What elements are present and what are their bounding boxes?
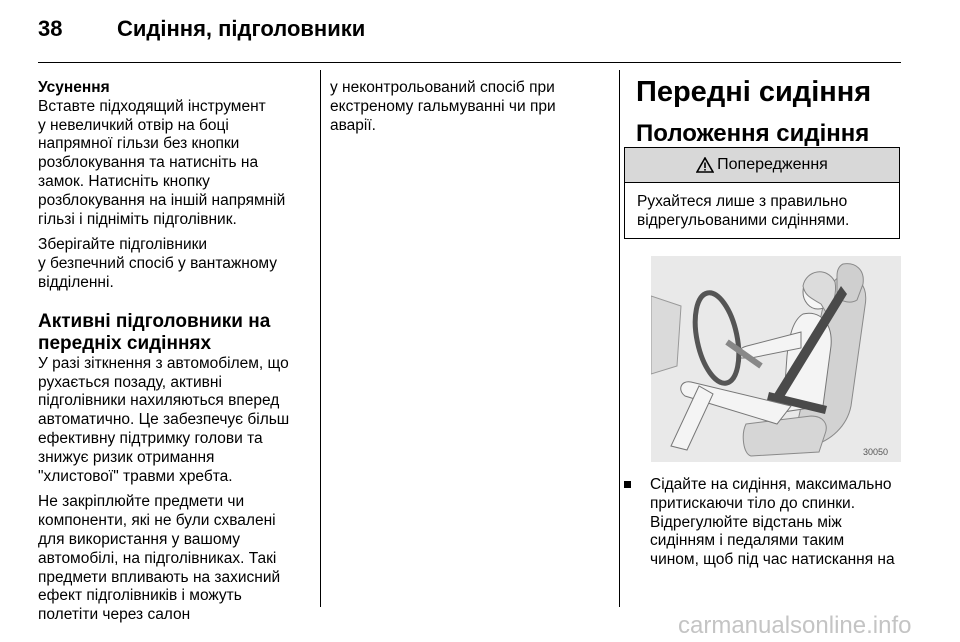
- text-line: рухається позаду, активні: [38, 373, 222, 391]
- text-line: автомобілі, на підголівниках. Такі: [38, 549, 277, 567]
- removal-heading: Усунення: [38, 79, 110, 96]
- text-line: Не закріплюйте предмети чи: [38, 493, 245, 511]
- square-bullet-icon: [624, 481, 631, 488]
- text-line: знижує ризик отримання: [38, 448, 215, 466]
- text-line: автоматично. Це забезпечує більш: [38, 411, 290, 429]
- storage-paragraph: [38, 236, 313, 292]
- warning-title: Попередження: [717, 156, 828, 173]
- text-line: відрегульованими сидіннями.: [637, 211, 850, 229]
- page-number: 38: [38, 16, 63, 41]
- text-line: Вставте підходящий інструмент: [38, 97, 266, 115]
- section-title: Передні сидіння: [636, 76, 872, 108]
- column-divider-1: [320, 70, 321, 607]
- text-line: у безпечний спосіб у вантажному: [38, 255, 278, 273]
- text-line: Сідайте на сидіння, максимально: [650, 476, 892, 493]
- text-line: чином, щоб під час натискання на: [650, 551, 895, 569]
- text-line: розблокування та натисніть на: [38, 154, 259, 172]
- warning-triangle-icon: [696, 157, 714, 173]
- text-line: сидінням і педалями таким: [650, 532, 845, 550]
- text-line: розблокування на іншій напрямній: [38, 191, 286, 209]
- text-line: у неконтрольований спосіб при: [330, 79, 555, 96]
- text-line: гільзі і підніміть підголівник.: [38, 210, 237, 228]
- text-line: Зберігайте підголівники: [38, 236, 208, 254]
- text-line: ефект підголівників і можуть: [38, 587, 242, 605]
- header-rule: [38, 62, 901, 63]
- text-line: компоненти, які не були схвалені: [38, 512, 276, 530]
- text-line: полетіти через салон: [38, 606, 191, 624]
- continued-paragraph: [330, 79, 612, 135]
- text-line: підголівники нахиляються вперед: [38, 392, 280, 410]
- bullet-text: [650, 476, 895, 570]
- text-line: притискаючи тіло до спинки.: [650, 494, 856, 512]
- page-header-title: Сидіння, підголовники: [117, 16, 366, 41]
- seat-position-illustration: [651, 256, 901, 462]
- removal-section: [38, 79, 313, 229]
- text-line: відділенні.: [38, 273, 114, 291]
- warning-box: [624, 147, 900, 239]
- watermark-link[interactable]: carmanualsonline.info: [678, 612, 912, 639]
- objects-paragraph: [38, 493, 313, 625]
- warning-text: [625, 183, 899, 231]
- text-line: Відрегулюйте відстань між: [650, 513, 842, 531]
- subsection-title: Положення сидіння: [636, 120, 870, 147]
- warning-header: [625, 148, 899, 183]
- active-headrests-paragraph: [38, 355, 313, 487]
- active-headrests-heading: [38, 311, 313, 355]
- text-line: аварії.: [330, 116, 376, 134]
- column-1: [38, 79, 313, 632]
- heading-line: Активні підголовники на: [38, 310, 271, 332]
- text-line: замок. Натисніть кнопку: [38, 172, 210, 190]
- text-line: Рухайтеся лише з правильно: [637, 193, 848, 210]
- driver-seat-drawing: [651, 256, 901, 462]
- text-line: у невеличкий отвір на боці: [38, 116, 229, 134]
- text-line: предмети впливають на захисний: [38, 568, 281, 586]
- text-line: У разі зіткнення з автомобілем, що: [38, 354, 289, 372]
- text-line: "хлистової" травми хребта.: [38, 467, 233, 485]
- heading-line: передніх сидіннях: [38, 332, 212, 354]
- text-line: ефективну підтримку голови та: [38, 429, 263, 447]
- figure-number: 30050: [863, 447, 889, 457]
- text-line: для використання у вашому: [38, 530, 241, 548]
- column-2: [330, 79, 612, 142]
- text-line: екстреному гальмуванні чи при: [330, 97, 556, 115]
- column-divider-2: [619, 70, 620, 607]
- text-line: напрямної гільзи без кнопки: [38, 135, 240, 153]
